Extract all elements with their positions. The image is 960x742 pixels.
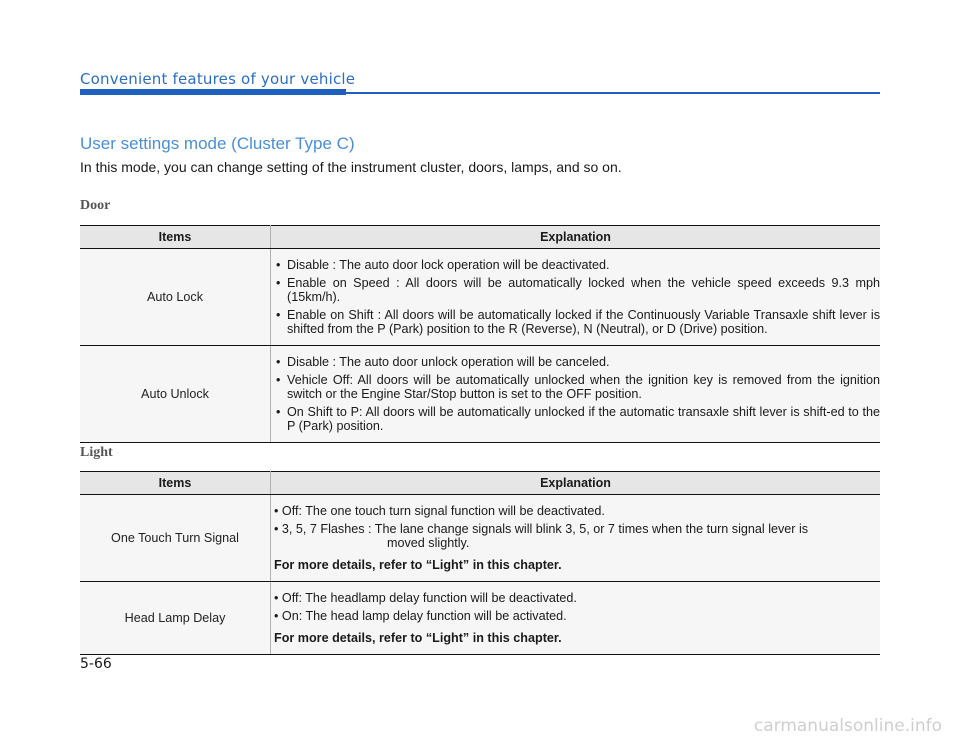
reference-note: For more details, refer to “Light” in this chapter. — [274, 631, 562, 645]
list-item: • Enable on Shift : All doors will be automatically locked if the Continuously Variable Transaxle shift lever is shifted from the P (Park) position to the R (Reverse), N (Neutral), or D (Drive) position. — [274, 308, 880, 336]
watermark: carmanualsonline.info — [753, 716, 942, 736]
column-header-items: Items — [80, 472, 271, 495]
list-item: • Off: The headlamp delay function will be deactivated. — [274, 591, 577, 605]
table-header-row — [80, 226, 880, 249]
column-header-items: Items — [80, 226, 271, 249]
list-item: • 3, 5, 7 Flashes : The lane change signals will blink 3, 5, or 7 times when the turn signal lever is — [274, 522, 809, 536]
item-one-touch-turn-signal: One Touch Turn Signal — [80, 495, 271, 582]
table-row — [80, 346, 880, 443]
page-number: 5-66 — [80, 656, 112, 672]
column-header-explanation: Explanation — [271, 472, 881, 495]
list-item: • On Shift to P: All doors will be automatically unlocked if the automatic transaxle shift lever is shift-ed to the P (Park) position. — [274, 405, 880, 433]
explanation-cell — [271, 582, 881, 655]
table-row — [80, 249, 880, 346]
explanation-cell — [271, 249, 881, 346]
header-rule-thick — [80, 89, 346, 95]
list-item: • Disable : The auto door lock operation will be deactivated. — [274, 258, 880, 272]
item-auto-unlock: Auto Unlock — [80, 346, 271, 443]
door-heading: Door — [80, 198, 111, 213]
list-item: • Vehicle Off: All doors will be automatically unlocked when the ignition key is removed from the ignition switch or the Engine Star/Stop button is set to the OFF position. — [274, 373, 880, 401]
chapter-title: Convenient features of your vehicle — [80, 70, 356, 88]
light-table — [80, 471, 880, 655]
section-heading: User settings mode (Cluster Type C) — [80, 134, 355, 153]
list-item: • Enable on Speed : All doors will be automatically locked when the vehicle speed exceeds 9.3 mph (15km/h). — [274, 276, 880, 304]
list-item: • Off: The one touch turn signal function will be deactivated. — [274, 504, 605, 518]
intro-text: In this mode, you can change setting of the instrument cluster, doors, lamps, and so on. — [80, 159, 622, 175]
table-row — [80, 582, 880, 655]
list-item-continuation: moved slightly. — [387, 536, 470, 550]
light-heading: Light — [80, 445, 113, 460]
table-row — [80, 495, 880, 582]
list-item: • Disable : The auto door unlock operation will be canceled. — [274, 355, 880, 369]
reference-note: For more details, refer to “Light” in this chapter. — [274, 558, 562, 572]
item-head-lamp-delay: Head Lamp Delay — [80, 582, 271, 655]
door-table — [80, 225, 880, 443]
explanation-cell — [271, 495, 881, 582]
explanation-cell — [271, 346, 881, 443]
list-item: • On: The head lamp delay function will be activated. — [274, 609, 567, 623]
column-header-explanation: Explanation — [271, 226, 881, 249]
table-header-row — [80, 472, 880, 495]
header-rule-thin — [346, 92, 880, 94]
item-auto-lock: Auto Lock — [80, 249, 271, 346]
